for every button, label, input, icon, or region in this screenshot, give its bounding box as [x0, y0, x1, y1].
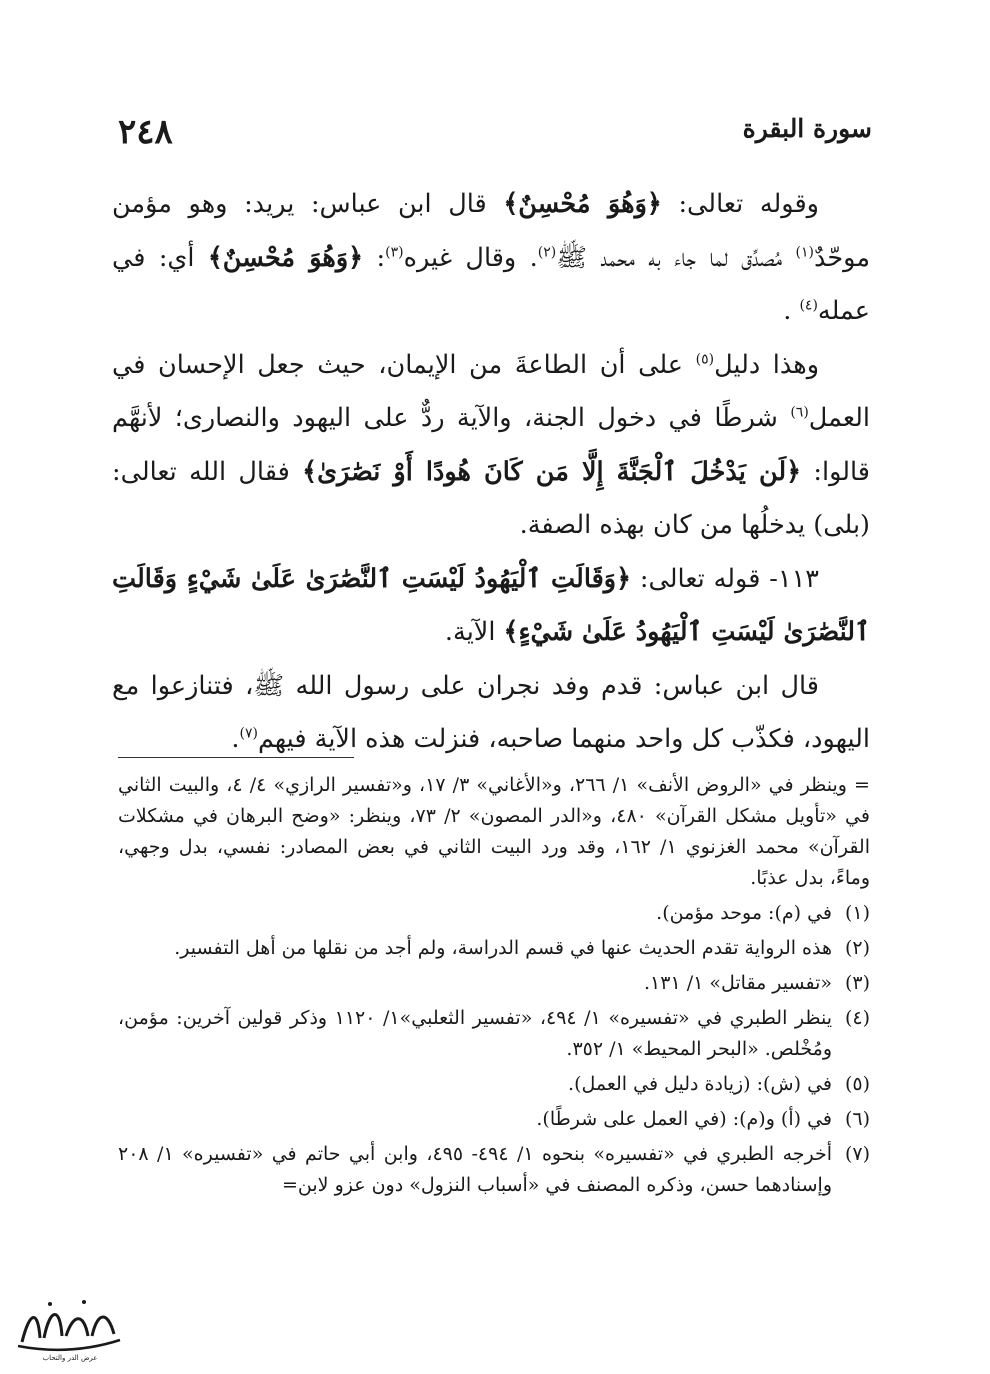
footnote-number: (٤)	[844, 1007, 870, 1029]
text-run: على أن الطاعةَ من الإيمان، حيث جعل الإحسان في العمل	[112, 349, 870, 433]
text-run: . وقال غيره	[403, 242, 538, 273]
footnote-ref[interactable]: (٥)	[695, 351, 715, 367]
footnote-number: (١)	[844, 902, 870, 924]
text-run: أي: في عمله	[112, 242, 870, 326]
footnote-text: «تفسير مقاتل» ١/ ١٣١.	[644, 972, 832, 994]
footnote-ref[interactable]: (٣)	[385, 244, 404, 260]
footnote-number: (٧)	[844, 1143, 870, 1165]
text-run: شرطًا في دخول الجنة، والآية ردٌّ على اليهود والنصارى؛ لأنهَّم قالوا:	[112, 403, 870, 487]
text-run: مُصدِّق لما جاء به محمد ﷺ	[556, 242, 796, 273]
text-run: قال ابن عباس: يريد: وهو مؤمن موحّدٌ	[112, 189, 870, 273]
footnote-item	[118, 1104, 870, 1135]
text-run: وقوله تعالى:	[661, 189, 819, 219]
paragraph-4	[112, 660, 870, 767]
paragraph-1	[112, 178, 870, 339]
text-run: .	[231, 724, 240, 754]
footnote-ref[interactable]: (٢)	[537, 244, 557, 260]
footnote-item	[118, 1139, 870, 1201]
text-run: فقال الله تعالى: (بلى) يدخلُها من كان بهذه الصفة.	[112, 456, 870, 540]
footnotes	[118, 770, 870, 1201]
footnote-ref[interactable]: (٤)	[799, 297, 818, 314]
text-run: وهذا دليل	[714, 349, 820, 380]
stamp-subtext: عرض الدر والتحاب	[42, 1354, 98, 1362]
footnote-item	[118, 1069, 870, 1100]
paragraph-2	[112, 339, 870, 553]
paragraph-3	[112, 553, 870, 660]
page-header	[110, 108, 880, 158]
footnote-divider	[118, 757, 354, 758]
surah-title: سورة البقرة	[742, 114, 872, 143]
footnote-text: هذه الرواية تقدم الحديث عنها في قسم الدراسة، ولم أجد من نقلها من أهل التفسير.	[174, 937, 832, 959]
footnote-number: (٦)	[844, 1108, 870, 1130]
quran-verse: ﴿وَهُوَ مُحْسِنٌ﴾	[503, 189, 662, 219]
quran-verse: ﴿لَن يَدْخُلَ ٱلْجَنَّةَ إِلَّا مَن كَانَ هُودًا أَوْ نَصَٰرَىٰ﴾	[302, 456, 802, 487]
footnote-number: (٢)	[844, 937, 870, 959]
footnote-text: في (أ) و(م): (في العمل على شرطًا).	[536, 1108, 832, 1130]
footnote-number: (٥)	[844, 1073, 870, 1095]
footnote-item	[118, 898, 870, 929]
footnote-item	[118, 968, 870, 999]
footnote-text: أخرجه الطبري في «تفسيره» بنحوه ١/ ٤٩٤- ٤٩٥، وابن أبي حاتم في «تفسيره» ١/ ٢٠٨ وإسنادهما حسن، وذكره المصنف في «أسباب النزول» دون عزو لابن=	[118, 1143, 833, 1196]
text-run: .	[783, 296, 800, 326]
footnote-ref[interactable]: (٦)	[790, 404, 809, 421]
footnote-continuation: = وينظر في «الروض الأنف» ١/ ٢٦٦، و«الأغاني» ٣/ ١٧، و«تفسير الرازي» ٤/ ٤، والبيت الثاني في «تأويل مشكل القرآن» ٤٨٠، و«الدر المصون» ٢/ ٧٣، وينظر: «وضح البرهان في مشكلات القرآن» محمد الغزنوي ١/ ١٦٢، وقد ورد البيت الثاني في بعض المصادر: نفسي، بدل وجهي، وماءً، بدل عذبًا.	[118, 774, 870, 889]
footnote-list	[118, 898, 870, 1201]
library-stamp-logo	[10, 1290, 128, 1362]
text-run: ١١٣- قوله تعالى:	[631, 563, 819, 594]
footnote-item	[118, 933, 870, 964]
text-run: الآية.	[444, 617, 504, 647]
footnote-item	[118, 1003, 870, 1065]
footnote-text: ينظر الطبري في «تفسيره» ١/ ٤٩٤، «تفسير الثعلبي»١/ ١١٢٠ وذكر قولين آخرين: مؤمن، ومُخْلص. «البحر المحيط» ١/ ٣٥٢.	[118, 1007, 832, 1060]
footnote-ref[interactable]: (٧)	[239, 725, 258, 742]
quran-verse: ﴿وَهُوَ مُحْسِنٌ﴾	[207, 242, 364, 273]
footnote-ref[interactable]: (١)	[795, 244, 815, 260]
quran-verse: ﴿وَقَالَتِ ٱلْيَهُودُ لَيْسَتِ ٱلنَّصَٰرَىٰ عَلَىٰ شَيْءٍ وَقَالَتِ ٱلنَّصَٰرَىٰ لَيْسَتِ ٱلْيَهُودُ عَلَىٰ شَيْءٍ﴾	[112, 563, 870, 647]
main-text	[112, 178, 870, 767]
footnote-number: (٣)	[844, 972, 870, 994]
footnote-text: في (ش): (زيادة دليل في العمل).	[568, 1073, 832, 1095]
page-number: ٢٤٨	[118, 112, 173, 152]
text-run: :	[363, 242, 386, 273]
footnote-text: في (م): موحد مؤمن).	[656, 902, 832, 924]
text-run: قال ابن عباس: قدم وفد نجران على رسول الله ﷺ، فتنازعوا مع اليهود، فكذّب كل واحد منهما صاحبه، فنزلت هذه الآية فيهم	[112, 670, 870, 754]
